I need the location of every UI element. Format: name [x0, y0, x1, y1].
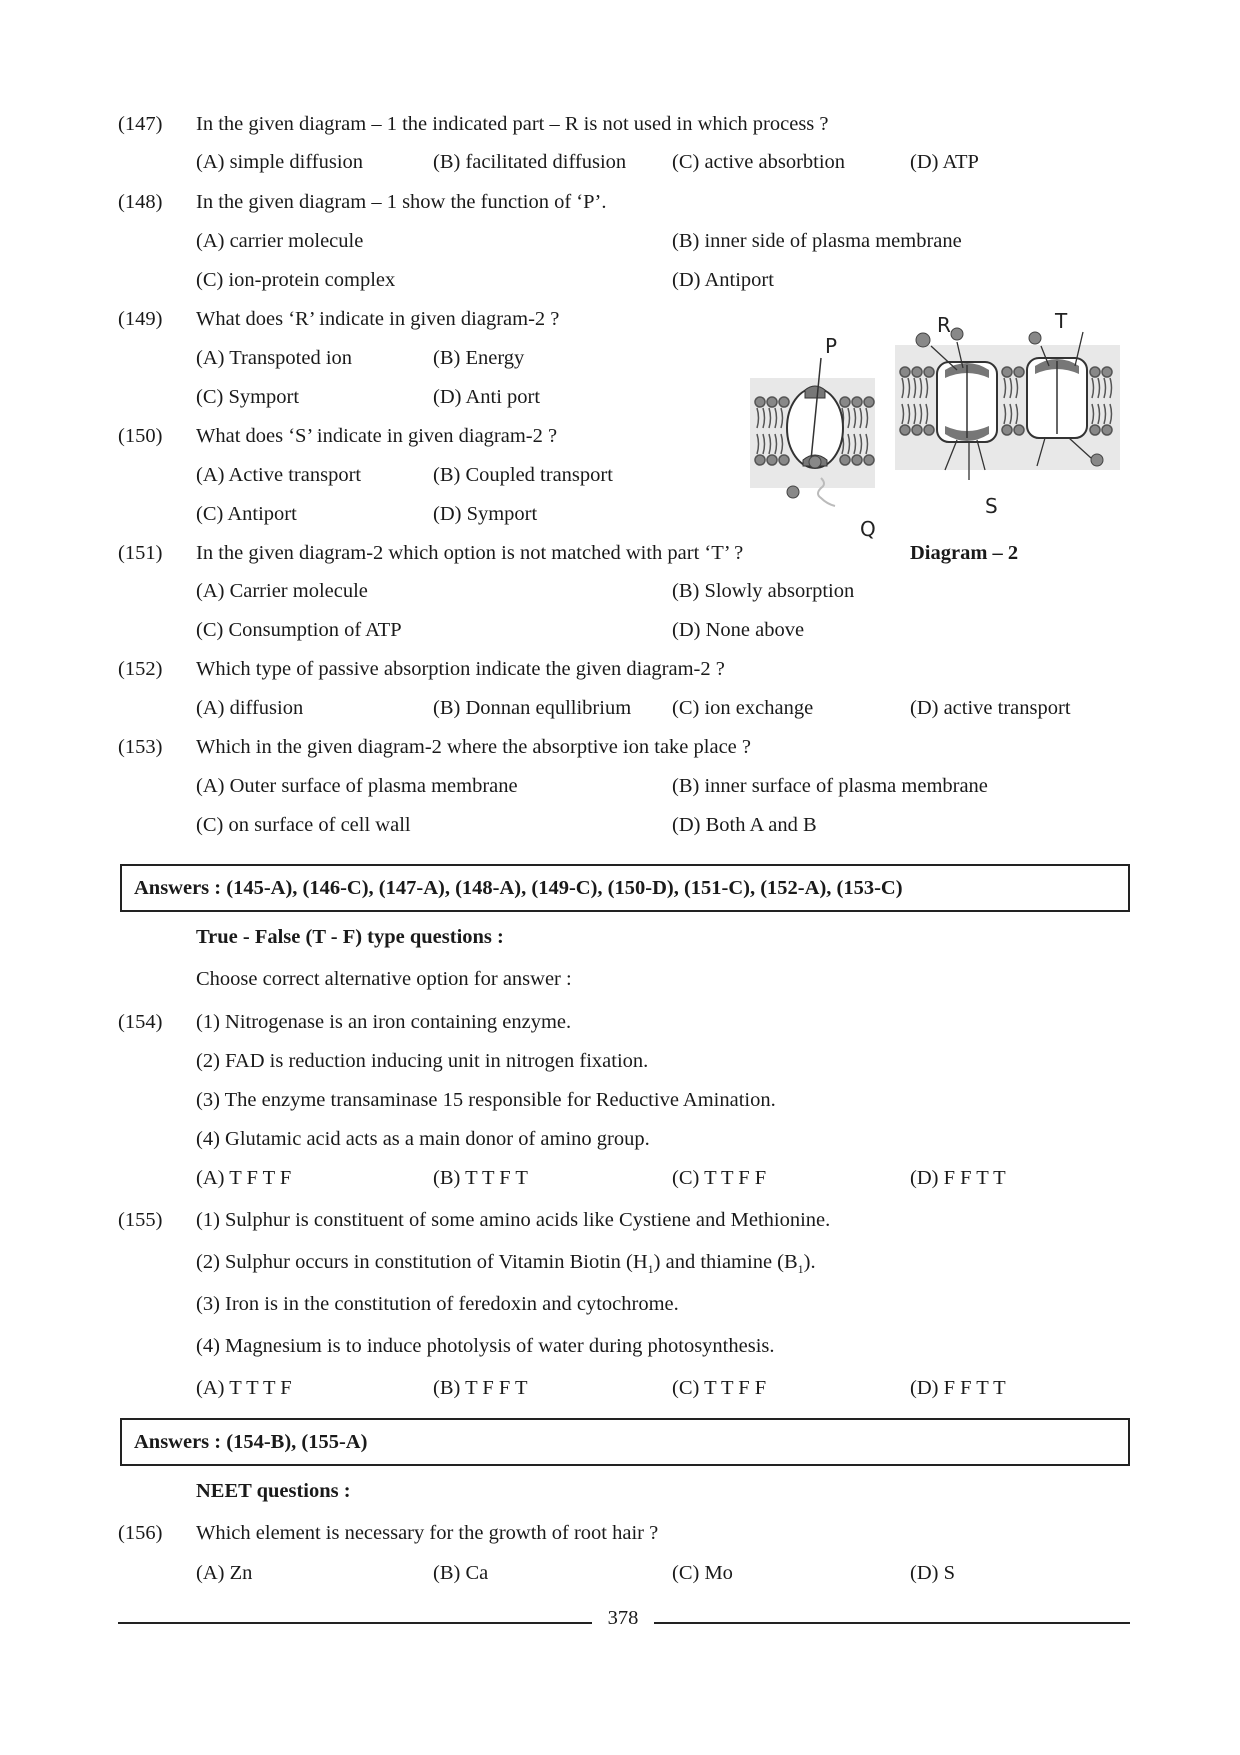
question-text-156: Which element is necessary for the growth of root hair ? — [196, 1522, 659, 1544]
statement-4: (4) Glutamic acid acts as a main donor of amino group. — [196, 1128, 650, 1150]
question-text-148: In the given diagram – 1 show the function of ‘P’. — [196, 191, 607, 213]
carrier-top-site — [805, 386, 825, 398]
tf-heading: True - False (T - F) type questions : — [196, 926, 504, 948]
option-d: (D) F F T T — [910, 1167, 1006, 1189]
option-c: (C) on surface of cell wall — [196, 814, 411, 836]
answers-box-1 — [120, 864, 1130, 912]
option-c: (C) T T F F — [672, 1167, 767, 1189]
option-a: (A) T T T F — [196, 1377, 292, 1399]
option-c: (C) Consumption of ATP — [196, 619, 402, 641]
option-d: (D) active transport — [910, 697, 1071, 719]
question-number-149: (149) — [118, 308, 163, 330]
question-text-153: Which in the given diagram-2 where the absorptive ion take place ? — [196, 736, 751, 758]
page-number: 378 — [607, 1607, 639, 1629]
statement-1: (1) Sulphur is constituent of some amino acids like Cystiene and Methionine. — [196, 1209, 831, 1231]
option-d: (D) Symport — [433, 503, 538, 525]
question-number-152: (152) — [118, 658, 163, 680]
tf-instruction: Choose correct alternative option for answer : — [196, 968, 572, 990]
option-d: (D) ATP — [910, 151, 979, 173]
label-q: Q — [860, 517, 876, 540]
option-a: (A) diffusion — [196, 697, 304, 719]
question-number-147: (147) — [118, 113, 163, 135]
option-a: (A) simple diffusion — [196, 151, 364, 173]
option-b: (B) T T F T — [433, 1167, 528, 1189]
option-d: (D) F F T T — [910, 1377, 1006, 1399]
statement-2 — [196, 1251, 816, 1277]
question-number-153: (153) — [118, 736, 163, 758]
option-c: (C) ion-protein complex — [196, 269, 396, 291]
option-b: (B) Ca — [433, 1562, 489, 1584]
statement-4: (4) Magnesium is to induce photolysis of water during photosynthesis. — [196, 1335, 775, 1357]
subscript-h: 1 — [647, 1262, 654, 1277]
question-number-151: (151) — [118, 542, 163, 564]
statement-3: (3) Iron is in the constitution of feredoxin and cytochrome. — [196, 1293, 679, 1315]
subscript-b: 1 — [797, 1262, 804, 1277]
option-b: (B) Energy — [433, 347, 525, 369]
option-c: (C) Symport — [196, 386, 300, 408]
option-a: (A) Zn — [196, 1562, 253, 1584]
statement-3: (3) The enzyme transaminase 15 responsible for Reductive Amination. — [196, 1089, 776, 1111]
option-d: (D) None above — [672, 619, 805, 641]
question-number-148: (148) — [118, 191, 163, 213]
label-t: T — [1055, 310, 1068, 333]
question-number-150: (150) — [118, 425, 163, 447]
answers-text: Answers : (145-A), (146-C), (147-A), (148-A), (149-C), (150-D), (151-C), (152-A), (153-C) — [134, 876, 903, 899]
statement-2-end: ). — [803, 1251, 816, 1273]
footer-rule-right — [654, 1622, 1130, 1624]
question-text-149: What does ‘R’ indicate in given diagram-2 ? — [196, 308, 560, 330]
option-b: (B) inner surface of plasma membrane — [672, 775, 988, 797]
label-r: R — [937, 313, 951, 337]
option-d: (D) Both A and B — [672, 814, 817, 836]
option-b: (B) Coupled transport — [433, 464, 613, 486]
membrane-transport-diagram — [745, 310, 1125, 540]
answers-box-2 — [120, 1418, 1130, 1466]
diagram-caption: Diagram – 2 — [910, 542, 1019, 564]
option-b: (B) inner side of plasma membrane — [672, 230, 962, 252]
question-text-147: In the given diagram – 1 the indicated part – R is not used in which process ? — [196, 113, 829, 135]
option-c: (C) T T F F — [672, 1377, 767, 1399]
option-b: (B) facilitated diffusion — [433, 151, 627, 173]
option-c: (C) active absorbtion — [672, 151, 846, 173]
question-number-155: (155) — [118, 1209, 163, 1231]
option-c: (C) Antiport — [196, 503, 297, 525]
option-c: (C) Mo — [672, 1562, 733, 1584]
statement-2-mid: ) and thiamine (B — [653, 1251, 798, 1273]
option-a: (A) T F T F — [196, 1167, 292, 1189]
question-text-151: In the given diagram-2 which option is not matched with part ‘T’ ? — [196, 542, 744, 564]
option-a: (A) carrier molecule — [196, 230, 364, 252]
statement-2: (2) FAD is reduction inducing unit in nitrogen fixation. — [196, 1050, 649, 1072]
ion — [787, 486, 799, 498]
option-d: (D) S — [910, 1562, 955, 1584]
label-p: P — [825, 334, 838, 358]
question-text-152: Which type of passive absorption indicate the given diagram-2 ? — [196, 658, 725, 680]
label-s: S — [985, 494, 998, 518]
option-a: (A) Transpoted ion — [196, 347, 353, 369]
question-text-150: What does ‘S’ indicate in given diagram-2 ? — [196, 425, 558, 447]
question-number-156: (156) — [118, 1522, 163, 1544]
ion-q — [809, 456, 821, 468]
statement-2-start: (2) Sulphur occurs in constitution of Vitamin Biotin (H — [196, 1251, 648, 1273]
footer-rule-left — [118, 1622, 592, 1624]
neet-heading: NEET questions : — [196, 1480, 351, 1502]
answers-text: Answers : (154-B), (155-A) — [134, 1430, 368, 1453]
option-a: (A) Outer surface of plasma membrane — [196, 775, 518, 797]
option-b: (B) Slowly absorption — [672, 580, 855, 602]
option-b: (B) T F F T — [433, 1377, 528, 1399]
option-c: (C) ion exchange — [672, 697, 814, 719]
option-a: (A) Carrier molecule — [196, 580, 368, 602]
option-d: (D) Antiport — [672, 269, 774, 291]
option-b: (B) Donnan equllibrium — [433, 697, 632, 719]
question-number-154: (154) — [118, 1011, 163, 1033]
statement-1: (1) Nitrogenase is an iron containing enzyme. — [196, 1011, 572, 1033]
option-d: (D) Anti port — [433, 386, 541, 408]
option-a: (A) Active transport — [196, 464, 362, 486]
